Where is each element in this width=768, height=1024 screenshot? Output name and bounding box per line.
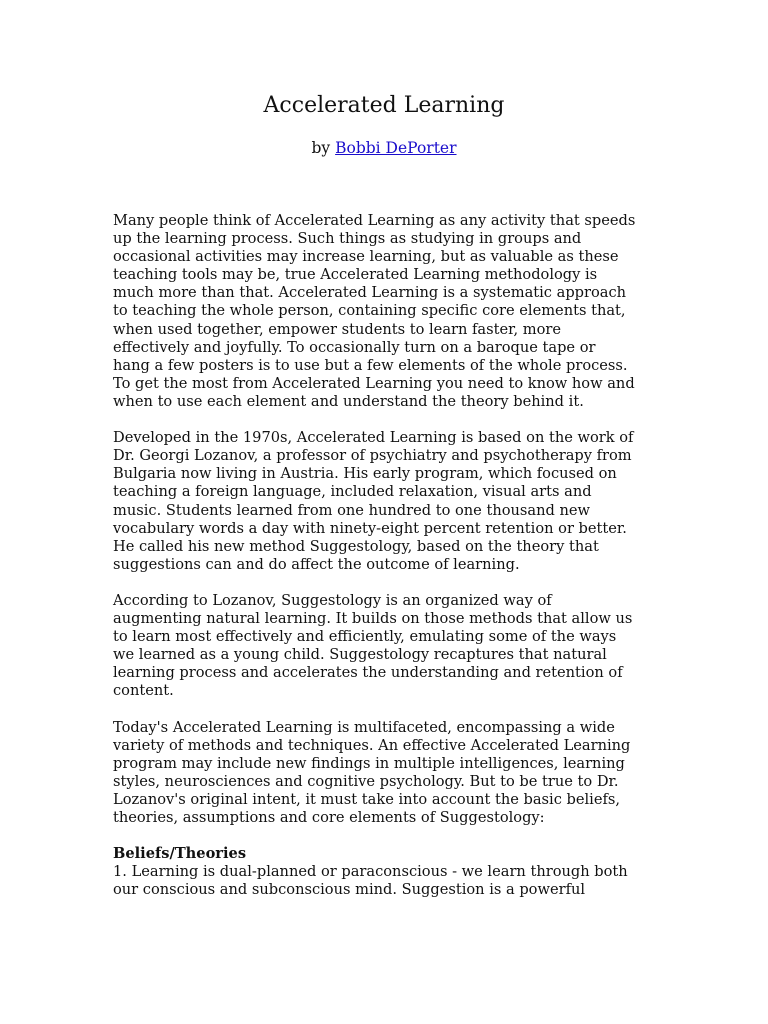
text-line: content. <box>113 682 174 700</box>
text-line: our conscious and subconscious mind. Suggestion is a powerful <box>113 881 586 899</box>
text-line: to teaching the whole person, containing specific core elements that, <box>113 302 626 320</box>
text-line: augmenting natural learning. It builds on those methods that allow us <box>113 610 633 628</box>
text-line: occasional activities may increase learning, but as valuable as these <box>113 248 619 266</box>
byline-prefix: by <box>311 139 331 157</box>
text-line: much more than that. Accelerated Learning is a systematic approach <box>113 284 627 302</box>
text-line: Developed in the 1970s, Accelerated Learning is based on the work of <box>113 429 634 447</box>
paragraph-3 <box>113 592 658 701</box>
text-line: variety of methods and techniques. An effective Accelerated Learning <box>113 736 631 754</box>
text-line: vocabulary words a day with ninety-eight percent retention or better. <box>113 519 627 537</box>
text-line: 1. Learning is dual-planned or paraconscious - we learn through both <box>113 863 628 881</box>
text-line: hang a few posters is to use but a few elements of the whole process. <box>113 356 628 374</box>
text-line: Dr. Georgi Lozanov, a professor of psychiatry and psychotherapy from <box>113 447 632 465</box>
text-line: effectively and joyfully. To occasionally turn on a baroque tape or <box>113 338 596 356</box>
paragraph-4 <box>113 719 658 828</box>
text-line: when to use each element and understand the theory behind it. <box>113 392 584 410</box>
paragraph-1 <box>113 212 658 411</box>
document-title: Accelerated Learning <box>263 93 505 118</box>
text-line: learning process and accelerates the understanding and retention of <box>113 664 623 682</box>
text-line: program may include new findings in multiple intelligences, learning <box>113 754 625 772</box>
text-line: up the learning process. Such things as studying in groups and <box>113 230 582 248</box>
text-line: teaching a foreign language, included relaxation, visual arts and <box>113 483 592 501</box>
text-line: when used together, empower students to learn faster, more <box>113 320 562 338</box>
beliefs-theories-section <box>113 845 658 899</box>
text-line: To get the most from Accelerated Learning you need to know how and <box>113 374 635 392</box>
text-line: teaching tools may be, true Accelerated Learning methodology is <box>113 266 598 284</box>
text-line: styles, neurosciences and cognitive psychology. But to be true to Dr. <box>113 772 619 790</box>
text-line: to learn most effectively and efficiently, emulating some of the ways <box>113 628 617 646</box>
text-line: theories, assumptions and core elements of Suggestology: <box>113 809 545 827</box>
text-line: suggestions can and do affect the outcome of learning. <box>113 555 520 573</box>
text-line: He called his new method Suggestology, based on the theory that <box>113 537 599 555</box>
text-line: Many people think of Accelerated Learning as any activity that speeds <box>113 212 636 229</box>
article-body <box>113 212 658 900</box>
text-line: Today's Accelerated Learning is multifaceted, encompassing a wide <box>113 718 615 736</box>
text-line: music. Students learned from one hundred to one thousand new <box>113 501 591 519</box>
section-heading: Beliefs/Theories <box>113 845 247 863</box>
author-link[interactable]: Bobbi DePorter <box>335 139 457 157</box>
text-line: we learned as a young child. Suggestology recaptures that natural <box>113 646 607 664</box>
text-line: According to Lozanov, Suggestology is an organized way of <box>113 591 552 609</box>
text-line: Lozanov's original intent, it must take into account the basic beliefs, <box>113 791 620 808</box>
byline <box>0 138 768 158</box>
text-line: Bulgaria now living in Austria. His early program, which focused on <box>113 465 617 483</box>
paragraph-2 <box>113 429 658 574</box>
